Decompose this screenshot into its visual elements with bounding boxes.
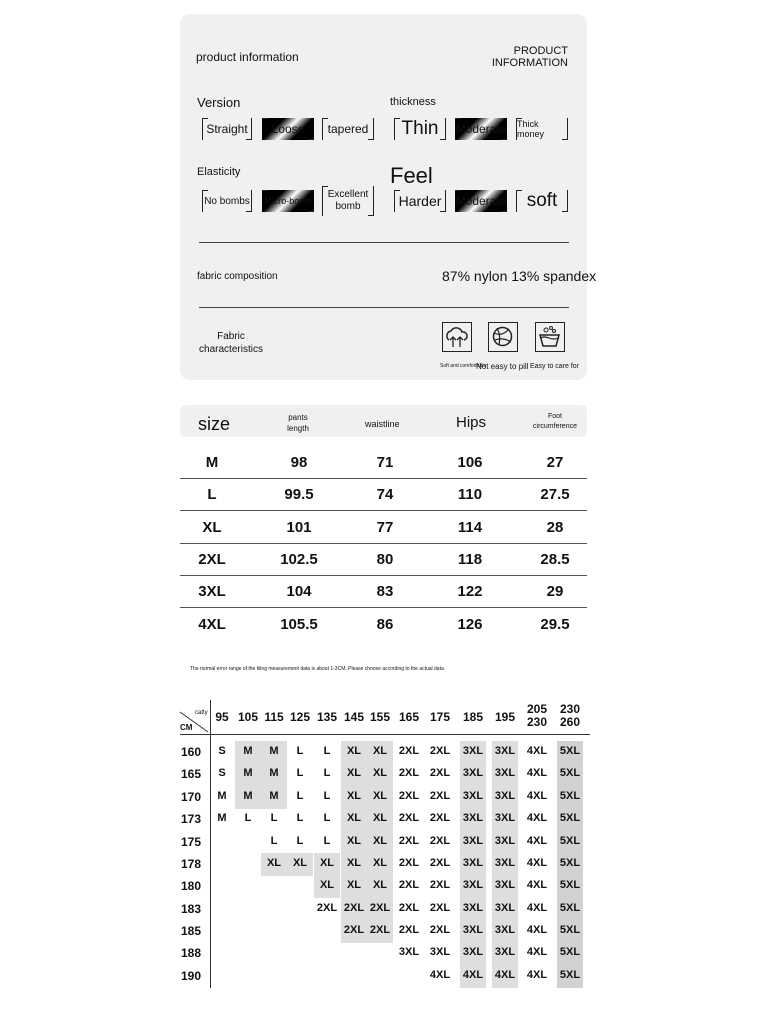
size-grid-cell: 4XL	[526, 767, 548, 779]
characteristics-line2: characteristics	[199, 344, 263, 355]
size-grid-cell: 2XL	[429, 924, 451, 936]
size-grid-cell: XL	[372, 857, 388, 869]
feel-option-harder: Harder	[394, 190, 446, 212]
weight-header: 155	[369, 710, 391, 724]
corner-weight-label: catty	[195, 710, 208, 716]
thickness-option-thick: Thick money	[516, 118, 568, 140]
size-grid-cell: 2XL	[429, 745, 451, 757]
ball-icon	[488, 322, 518, 352]
size-grid-cell: 2XL	[369, 902, 391, 914]
size-grid-cell: 2XL	[398, 790, 420, 802]
size-grid-cell: 3XL	[462, 767, 484, 779]
size-grid-cell: 3XL	[494, 835, 516, 847]
size-grid-cell: 5XL	[559, 835, 581, 847]
size-grid-cell: M	[243, 767, 253, 779]
divider	[199, 242, 569, 243]
size-header: size	[198, 414, 231, 434]
size-row-label: L	[207, 486, 217, 504]
fabric-composition-label: fabric composition	[197, 271, 278, 282]
feel-label: Feel	[390, 163, 433, 188]
size-grid-cell: 5XL	[559, 946, 581, 958]
weight-header: 95	[215, 710, 229, 724]
foot-header: Foot circumference	[533, 413, 577, 430]
size-grid-cell: M	[217, 812, 227, 824]
size-grid-cell: XL	[372, 745, 388, 757]
size-grid-cell: 3XL	[462, 924, 484, 936]
size-grid-cell: 3XL	[462, 857, 484, 869]
fabric-composition-value: 87% nylon 13% spandex	[442, 268, 597, 284]
size-grid-cell: XL	[346, 857, 362, 869]
size-grid-cell: 3XL	[494, 924, 516, 936]
size-grid-cell: XL	[266, 857, 282, 869]
size-grid-cell: L	[296, 790, 304, 802]
characteristics-line1: Fabric	[217, 331, 245, 342]
height-label: 160	[180, 745, 202, 759]
size-grid-cell: 2XL	[429, 879, 451, 891]
size-grid-cell: 4XL	[526, 835, 548, 847]
title-en-line1: PRODUCT	[513, 45, 568, 57]
height-label: 183	[180, 902, 202, 916]
size-grid-cell: 2XL	[369, 924, 391, 936]
size-cell: 71	[376, 454, 394, 471]
size-grid-cell: 3XL	[462, 745, 484, 757]
weight-header: 105	[237, 710, 259, 724]
size-cell: 98	[290, 454, 308, 471]
size-grid-cell: 5XL	[559, 857, 581, 869]
grid-header-divider	[180, 734, 590, 735]
height-label: 188	[180, 946, 202, 960]
size-grid-cell: 4XL	[526, 902, 548, 914]
elasticity-label: Elasticity	[197, 166, 241, 178]
height-label: 173	[180, 812, 202, 826]
size-grid-cell: 3XL	[462, 812, 484, 824]
size-grid-cell: 3XL	[494, 767, 516, 779]
cloud-arrows-icon	[442, 322, 472, 352]
size-grid-cell: 2XL	[316, 902, 338, 914]
weight-header: 135	[316, 710, 338, 724]
size-grid-cell: 3XL	[494, 745, 516, 757]
size-grid-cell: XL	[346, 835, 362, 847]
height-label: 175	[180, 835, 202, 849]
size-grid-cell: 4XL	[526, 879, 548, 891]
size-grid-cell: 2XL	[398, 879, 420, 891]
size-grid-cell: L	[323, 767, 331, 779]
fabric-characteristics-label	[196, 330, 266, 356]
row-divider	[180, 510, 587, 511]
hips-header: Hips	[456, 414, 487, 431]
product-info-title-en	[490, 45, 568, 69]
height-label: 165	[180, 767, 202, 781]
size-grid-cell: 5XL	[559, 879, 581, 891]
size-grid-cell: XL	[319, 857, 335, 869]
grid-vertical-divider	[210, 700, 211, 988]
pants-length-header: pants length	[287, 413, 309, 433]
size-grid-cell: XL	[292, 857, 308, 869]
size-grid-cell: XL	[372, 812, 388, 824]
height-label: 178	[180, 857, 202, 871]
size-cell: 114	[457, 518, 483, 536]
size-grid-cell: 4XL	[526, 790, 548, 802]
weight-header: 115	[264, 710, 284, 724]
size-grid-cell: L	[296, 767, 304, 779]
size-cell: 77	[376, 518, 394, 536]
feel-option-soft: soft	[516, 190, 568, 212]
size-cell: 28.5	[540, 550, 570, 568]
size-cell: 122	[457, 583, 483, 601]
size-grid-cell: 2XL	[398, 812, 420, 824]
row-divider	[180, 543, 587, 544]
size-grid-cell: M	[243, 745, 253, 757]
size-cell: 27	[546, 454, 564, 471]
size-row-label: 2XL	[198, 550, 226, 568]
caption-pill: Not easy to pill	[476, 362, 529, 371]
size-cell: 126	[457, 615, 483, 633]
size-grid-cell: L	[296, 745, 304, 757]
weight-header: 185	[462, 710, 484, 724]
size-grid-cell: XL	[372, 790, 388, 802]
size-grid-cell: L	[323, 812, 331, 824]
size-grid-cell: 4XL	[526, 857, 548, 869]
size-grid-cell: 2XL	[398, 924, 420, 936]
size-grid-cell: 4XL	[494, 969, 516, 981]
size-cell: 102.5	[280, 550, 318, 568]
size-grid-cell: 3XL	[462, 902, 484, 914]
size-grid-cell: 3XL	[494, 790, 516, 802]
size-grid-cell: L	[323, 745, 331, 757]
thickness-label: thickness	[390, 96, 436, 108]
product-info-title: product information	[196, 50, 299, 64]
weight-header: 230 260	[559, 702, 581, 729]
size-grid-cell: 2XL	[398, 767, 420, 779]
size-cell: 118	[457, 550, 483, 568]
thickness-option-moderate: Moderate	[455, 118, 507, 140]
row-divider	[180, 575, 587, 576]
size-grid-cell: 2XL	[429, 902, 451, 914]
size-grid-cell: 2XL	[429, 857, 451, 869]
size-grid-cell: 5XL	[559, 902, 581, 914]
size-grid-cell: M	[269, 767, 279, 779]
thickness-option-thin: Thin	[394, 118, 446, 140]
size-grid-cell: 3XL	[398, 946, 420, 958]
size-grid-cell: 5XL	[559, 924, 581, 936]
size-grid-cell: L	[296, 835, 304, 847]
size-grid-cell: L	[270, 835, 278, 847]
size-grid-cell: 4XL	[526, 745, 548, 757]
divider	[199, 307, 569, 308]
version-label: Version	[197, 95, 241, 110]
row-divider	[180, 478, 587, 479]
size-cell: 29.5	[540, 615, 570, 633]
size-grid-cell: 2XL	[429, 790, 451, 802]
size-grid-cell: 3XL	[462, 790, 484, 802]
size-grid-cell: XL	[346, 767, 362, 779]
size-row-label: XL	[202, 518, 222, 536]
elasticity-option-micro: Micro-bomb	[262, 190, 314, 212]
size-grid-cell: 2XL	[429, 812, 451, 824]
size-grid-cell: 4XL	[526, 812, 548, 824]
size-grid-cell: XL	[346, 745, 362, 757]
elasticity-option-none: No bombs	[202, 190, 252, 212]
title-en-line2: INFORMATION	[491, 57, 568, 69]
size-grid-cell: 3XL	[429, 946, 451, 958]
size-grid-cell: 4XL	[429, 969, 451, 981]
size-grid-cell: XL	[346, 812, 362, 824]
weight-header: 145	[343, 710, 365, 724]
size-grid-cell: 2XL	[429, 767, 451, 779]
size-cell: 86	[376, 615, 394, 633]
size-cell: 83	[376, 583, 394, 601]
weight-header: 195	[494, 710, 516, 724]
size-grid-cell: 2XL	[398, 857, 420, 869]
size-grid-cell: 3XL	[462, 835, 484, 847]
weight-header: 125	[289, 710, 311, 724]
weight-header: 165	[398, 710, 420, 724]
size-grid-cell: 4XL	[526, 924, 548, 936]
size-grid-cell: M	[243, 790, 253, 802]
size-grid-cell: 3XL	[462, 879, 484, 891]
size-grid-cell: 5XL	[559, 790, 581, 802]
size-cell: 80	[376, 550, 394, 568]
size-grid-cell: 3XL	[494, 946, 516, 958]
size-grid-cell: M	[269, 790, 279, 802]
size-grid-cell: L	[323, 790, 331, 802]
size-grid-cell: 4XL	[462, 969, 484, 981]
size-grid-cell: 5XL	[559, 969, 581, 981]
size-grid-cell: 3XL	[494, 902, 516, 914]
size-cell: 106	[457, 454, 483, 471]
height-label: 180	[180, 879, 202, 893]
size-grid-cell: XL	[319, 879, 335, 891]
waistline-header: waistline	[365, 419, 400, 429]
caption-soft: Soft and comfortable	[440, 363, 487, 369]
size-row-label: 3XL	[198, 583, 226, 601]
size-grid-cell: XL	[346, 790, 362, 802]
size-cell: 29	[546, 583, 564, 601]
version-option-loose: Loose	[262, 118, 314, 140]
height-label: 185	[180, 924, 202, 938]
version-option-straight: Straight	[202, 118, 252, 140]
size-cell: 110	[457, 486, 483, 504]
corner-height-label: CM	[180, 723, 193, 732]
version-option-tapered: tapered	[322, 118, 374, 140]
height-label: 190	[180, 969, 202, 983]
size-grid-cell: XL	[372, 767, 388, 779]
row-divider	[180, 607, 587, 608]
size-grid-cell: M	[217, 790, 227, 802]
size-row-label: M	[205, 454, 219, 471]
wash-basin-icon	[535, 322, 565, 352]
size-grid-cell: 2XL	[398, 902, 420, 914]
size-cell: 74	[376, 486, 394, 504]
size-grid-cell: 2XL	[343, 924, 365, 936]
size-grid-cell: 4XL	[526, 946, 548, 958]
size-row-label: 4XL	[198, 615, 226, 633]
size-grid-cell: S	[218, 767, 226, 779]
size-cell: 105.5	[280, 615, 318, 633]
size-cell: 28	[546, 518, 564, 536]
size-grid-cell: S	[218, 745, 226, 757]
weight-header: 205 230	[526, 702, 548, 729]
size-grid-cell: 3XL	[494, 812, 516, 824]
size-grid-cell: 2XL	[398, 745, 420, 757]
size-grid-cell: XL	[372, 835, 388, 847]
measurement-note: The normal error range of the tiling measurement data is about 1-3CM. Please choose according to the actual data.	[190, 666, 446, 672]
size-grid-cell: 3XL	[494, 857, 516, 869]
size-grid-cell: L	[323, 835, 331, 847]
size-grid-cell: L	[296, 812, 304, 824]
size-grid-cell: 4XL	[526, 969, 548, 981]
caption-care: Easy to care for	[530, 363, 580, 370]
size-grid-cell: 2XL	[398, 835, 420, 847]
size-grid-cell: XL	[372, 879, 388, 891]
size-grid-cell: L	[270, 812, 278, 824]
size-grid-cell: M	[269, 745, 279, 757]
size-grid-cell: 2XL	[343, 902, 365, 914]
size-grid-cell: L	[244, 812, 252, 824]
size-grid-cell: XL	[346, 879, 362, 891]
size-grid-cell: 5XL	[559, 745, 581, 757]
size-grid-cell: 5XL	[559, 812, 581, 824]
size-cell: 99.5	[284, 486, 314, 504]
size-cell: 101	[286, 518, 312, 536]
size-grid-cell: 3XL	[494, 879, 516, 891]
feel-option-moderate: Moderate	[455, 190, 507, 212]
size-cell: 27.5	[540, 486, 570, 504]
size-cell: 104	[286, 583, 312, 601]
size-grid-cell: 3XL	[462, 946, 484, 958]
size-grid-cell: 2XL	[429, 835, 451, 847]
size-grid-cell: 5XL	[559, 767, 581, 779]
height-label: 170	[180, 790, 202, 804]
weight-header: 175	[429, 710, 451, 724]
elasticity-option-excellent: Excellent bomb	[322, 186, 374, 216]
